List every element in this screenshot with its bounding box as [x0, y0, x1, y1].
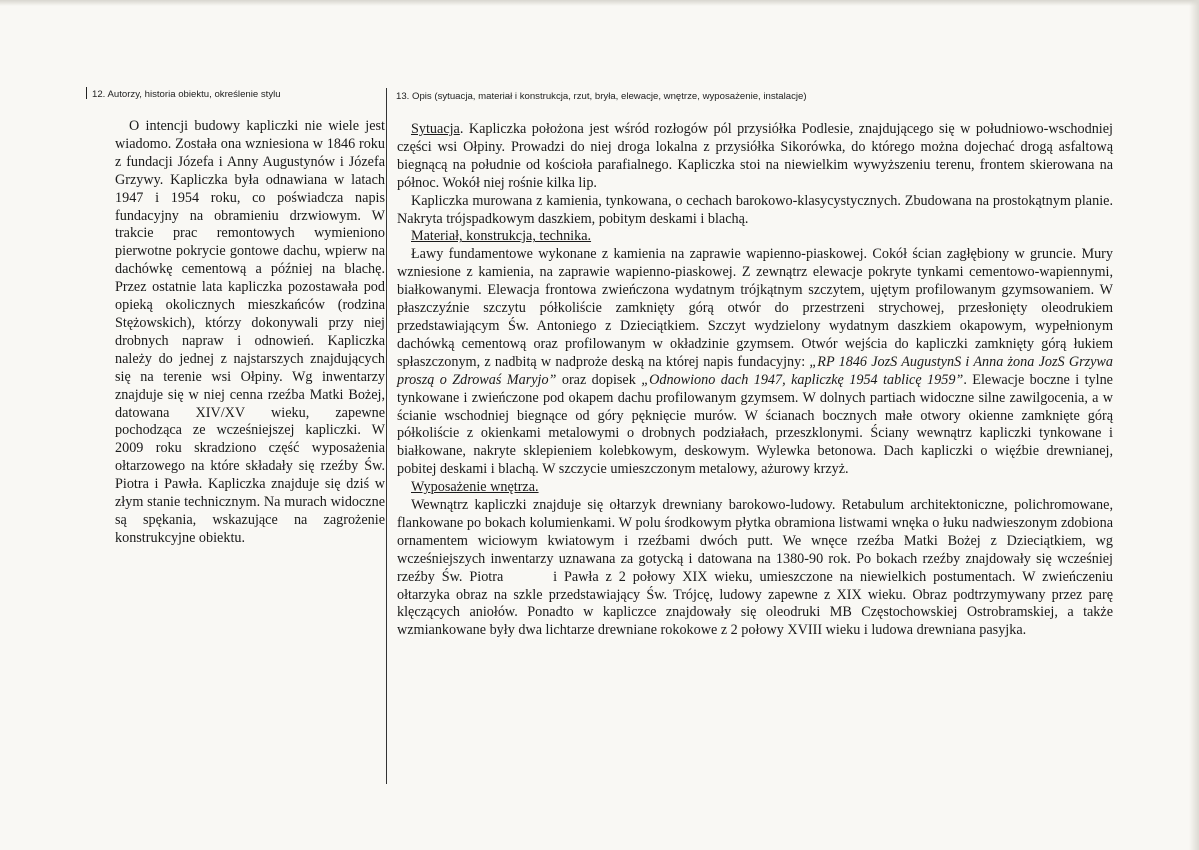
- material-mid: oraz dopisek: [556, 371, 642, 388]
- furnishing-paragraph: [397, 497, 1113, 640]
- header-left-marker: [86, 87, 87, 99]
- history-column: [115, 118, 385, 548]
- section-12-header: 12. Autorzy, historia obiektu, określenie stylu: [92, 89, 281, 100]
- situation-paragraph: [397, 121, 1113, 193]
- situation-label: Sytuacja: [411, 121, 460, 137]
- material-heading: Materiał, konstrukcja, technika.: [411, 228, 592, 245]
- column-divider: [386, 88, 387, 784]
- material-text-2: . Elewacje boczne i tylne tynkowane i zwieńczone pod okapem dachu profilowanym gzymsem. W dolnych partiach widoczne silne zawilgocenia, a w ścianie wschodniej biegnące od góry pęknięcie murów. W ścianach bocznych małe otwory okienne zamknięte górą półkoliście z okienkami metalowymi o drobnych podziałach, przeszklonymi. Ściany wewnątrz kapliczki tynkowane i białkowane, nakryte sklepieniem kolebkowym, deskowym. Wylewka betonowa. Dach kapliczki o więźbie drewnianej, pobitej deskami i blachą. W szczycie umieszczonym metalowy, ażurowy krzyż.: [397, 371, 1113, 478]
- furnishing-text-1: Wewnątrz kapliczki znajduje się ołtarzyk drewniany barokowo-ludowy. Retabulum architektoniczne, polichromowane, flankowane po bokach kolumienkami. W polu środkowym płytka obramiona listwami wnęka o łuku nadwieszonym zdobiona ornamentem wiciowym kwiatowym i rzeźbami dwóch putt. We wnęce rzeźba Matki Bożej z Dzieciątkiem, wg wcześniejszych inwentarzy uznawana za gotycką i datowana na 1380-90 rok. Po bokach rzeźby znajdowały się wcześniej rzeźby Św. Piotra: [397, 497, 1113, 585]
- annotation-quote: „Odnowiono dach 1947, kapliczkę 1954 tablicę 1959”: [641, 371, 964, 388]
- material-heading-row: [397, 228, 1113, 246]
- inscription-quote: „RP 1846 JozS AugustynS i Anna żona JozS Grzywa proszą o Zdrowaś Maryjo”: [397, 353, 1113, 388]
- building-paragraph: Kapliczka murowana z kamienia, tynkowana, o cechach barokowo-klasycystycznych. Zbudowana na prostokątnym planie. Nakryta trójspadkowym daszkiem, pobitym deskami i blachą.: [397, 192, 1113, 227]
- furnishing-text-2: i Pawła z 2 połowy XIX wieku, umieszczone na niewielkich postumentach. W zwieńczeniu ołtarzyka obraz na szkle przedstawiający Św. Trójcę, ludowy zapewne z XIX wieku. Obraz podtrzymywany przez parę klęczących aniołów. Ponadto w kapliczce znajdowały się oleodruki MB Częstochowskiej Ostrobramskiej, a także wzmiankowane były dwa lichtarze drewniane rokokowe z 2 połowy XVIII wieku i ludowa drewniana pasyjka.: [397, 568, 1114, 639]
- material-paragraph: [397, 246, 1113, 479]
- material-text-1: Ławy fundamentowe wykonane z kamienia na zaprawie wapienno-piaskowej. Cokół ścian zagłębiony w gruncie. Mury wzniesione z kamienia, na zaprawie wapienno-piaskowej. Z zewnątrz elewacje pokryte tynkami cementowo-wapiennymi, białkowanymi. Elewacja frontowa zwieńczona wydatnym trójkątnym szczytem, ujętym profilowanym gzymsowaniem. W płaszczyźnie szczytu półkoliście zamknięty górą otwór do przestrzeni strychowej, przesłonięty oleodrukiem przedstawiającym Św. Antoniego z Dzieciątkiem. Szczyt wydzielony wydatnym daszkiem okapowym, wypełnionym dachówką cementową oraz profilowanym w okładzinie gzymsem. Otwór wejścia do kapliczki zamknięty górą łukiem spłaszczonym, z nadbitą w nadproże deską na której napis fundacyjny:: [397, 246, 1113, 370]
- description-column: [397, 121, 1113, 640]
- furnishing-heading: Wyposażenie wnętrza.: [411, 479, 539, 496]
- page-right-edge: [1189, 0, 1199, 850]
- section-13-header: 13. Opis (sytuacja, materiał i konstrukcja, rzut, bryła, elewacje, wnętrze, wyposażenie, instalacje): [396, 91, 807, 102]
- page-top-edge: [0, 0, 1199, 6]
- history-paragraph: O intencji budowy kapliczki nie wiele jest wiadomo. Została ona wzniesiona w 1846 roku z fundacji Józefa i Anny Augustynów i Józefa Grzywy. Kapliczka była odnawiana w latach 1947 i 1954 roku, co poświadcza napis fundacyjny na obramieniu drzwiowym. W trakcie prac remontowych wymieniono pierwotne pokrycie gontowe dachu, wpierw na dachówkę cementową a później na blachę. Przez ostatnie lata kapliczka pozostawała pod opieką okolicznych mieszkańców (rodzina Stężowskich), którzy dokonywali przy niej drobnych napraw i odnowień. Kapliczka należy do jednej z najstarszych znajdujących się na terenie wsi Ołpiny. Wg inwentarzy znajduje się w niej cenna rzeźba Matki Bożej, datowana XIV/XV wieku, zapewne pochodząca ze wcześniejszej kapliczki. W 2009 roku skradziono część wyposażenia ołtarzowego na które składały się rzeźby Św. Piotra i Pawła. Kapliczka znajduje się dziś w złym stanie technicznym. Na murach widoczne są spękania, wskazujące na zagrożenie konstrukcyjne obiektu.: [115, 118, 385, 546]
- situation-text: . Kapliczka położona jest wśród rozłogów pól przysiółka Podlesie, znajdującego się w południowo-wschodniej części wsi Ołpiny. Prowadzi do niej droga lokalna z przysiółka Sikorówka, do którego można dojechać drogą asfaltową biegnącą na południe od kościoła parafialnego. Kapliczka stoi na niewielkim wywyższeniu terenu, frontem skierowana na północ. Wokół niej rośnie kilka lip.: [397, 121, 1113, 191]
- furnishing-heading-row: [397, 479, 1113, 497]
